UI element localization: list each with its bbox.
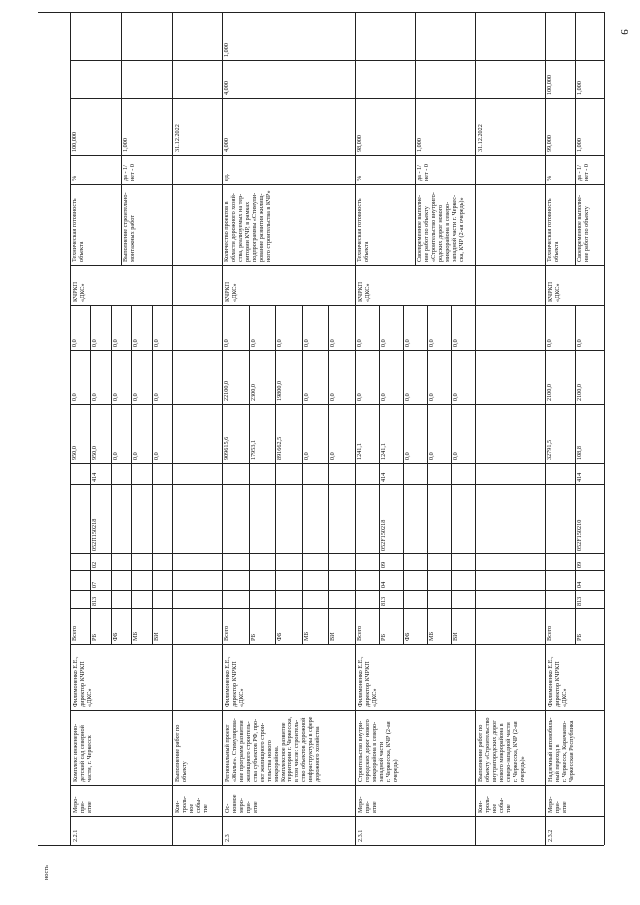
funding-source: ФБ <box>276 632 284 641</box>
column-rule <box>70 644 604 645</box>
indicator-value: 4,000 <box>223 138 230 152</box>
indicator-unit: ед. <box>223 173 230 181</box>
funding-value-2021: 1241,1 <box>380 442 387 460</box>
funding-value-2021: 950,0 <box>71 446 78 460</box>
funding-value-2023: 0,0 <box>91 339 99 347</box>
budget-code: 052F150218 <box>380 519 387 551</box>
row-type: Меро- при- ятие <box>357 796 378 813</box>
indicator-unit: % <box>546 175 553 181</box>
funding-source: Всего <box>356 625 363 641</box>
column-rule <box>70 608 604 609</box>
funding-rule <box>152 305 153 644</box>
row-id: 2.3 <box>224 834 231 842</box>
funding-rule <box>302 305 303 644</box>
row-rule <box>222 12 223 845</box>
funding-value-2022: 0,0 <box>152 393 160 401</box>
funding-value-2021: 0,0 <box>132 452 140 460</box>
indicator-unit: да - 1/ нет - 0 <box>122 163 136 181</box>
indicator-unit: % <box>71 175 78 181</box>
row-responsible: КЧРКП «ДКС» <box>224 281 238 302</box>
indicator-value: 1,000 <box>416 138 423 152</box>
row-rule <box>172 12 173 845</box>
funding-value-2022: 0,0 <box>111 393 119 401</box>
funding-value-2023: 0,0 <box>302 339 310 347</box>
indicator-unit: % <box>356 175 363 181</box>
row-type: Кон- троль- ное собы- тие <box>477 796 512 813</box>
funding-value-2023: 0,0 <box>249 339 257 347</box>
funding-source: РБ <box>380 634 387 641</box>
indicator-value-2: 4,000 <box>223 81 230 95</box>
column-rule <box>70 12 604 13</box>
funding-rule <box>403 305 404 644</box>
row-name: Выполнение работ по объекту <box>174 724 188 782</box>
funding-value-2021: 0,0 <box>428 452 435 460</box>
funding-value-2022: 0,0 <box>302 393 310 401</box>
funding-value-2023: 0,0 <box>276 339 284 347</box>
funding-source: ФБ <box>111 632 119 641</box>
funding-value-2023: 0,0 <box>111 339 119 347</box>
funding-rule <box>249 305 250 644</box>
column-rule <box>70 184 604 185</box>
funding-value-2023: 0,0 <box>132 339 140 347</box>
indicator-value-2: 1,000 <box>575 81 583 95</box>
column-rule <box>70 785 604 786</box>
row-name: Комплекс инженерно- детский сад северной части, г. Черкесск <box>72 723 93 782</box>
row-executor: Филимоненко Е.Е., директор КЧРКП «ДКС» <box>547 656 568 707</box>
indicator-value-3: 1,000 <box>223 43 230 57</box>
funding-value-2022: 0,0 <box>356 393 363 401</box>
column-rule <box>70 463 604 464</box>
column-rule <box>70 350 604 351</box>
budget-code: 414 <box>91 472 99 482</box>
column-rule <box>70 590 604 591</box>
funding-source: МБ <box>132 631 140 641</box>
indicator-name: Своевременное выполне- ние работ по объекту <box>575 194 590 262</box>
column-rule <box>70 98 604 99</box>
budget-code: 414 <box>575 472 583 482</box>
funding-value-2023: 0,0 <box>356 339 363 347</box>
row-executor: Филимоненко Е.Е., директор КЧРКП «ДКС» <box>357 656 378 707</box>
budget-code: 04 <box>380 581 387 588</box>
funding-source: РБ <box>575 634 583 641</box>
funding-value-2021: 0,0 <box>152 452 160 460</box>
indicator-value: 100,000 <box>71 131 78 152</box>
funding-value-2022: 0,0 <box>404 393 411 401</box>
funding-value-2022: 0,0 <box>428 393 435 401</box>
funding-value-2021: 108,8 <box>575 446 583 460</box>
funding-rule <box>427 305 428 644</box>
funding-value-2021: 0,0 <box>302 452 310 460</box>
funding-value-2023: 0,0 <box>71 339 78 347</box>
column-rule <box>70 60 604 61</box>
funding-value-2021: 891662,5 <box>276 436 284 460</box>
control-date: 31.12.2022 <box>477 124 484 152</box>
funding-value-2023: 0,0 <box>452 339 459 347</box>
row-executor: Филимоненко Е.Е., директор КЧРКП «ДКС» <box>72 656 93 707</box>
budget-code: 02 <box>91 561 99 568</box>
funding-value-2022: 0,0 <box>329 393 337 401</box>
indicator-name: Техническая готовность объекта <box>356 198 370 262</box>
column-rule <box>70 570 604 571</box>
row-id: 2.3.1 <box>357 829 364 842</box>
funding-source: ФБ <box>404 632 411 641</box>
funding-source: РБ <box>91 634 99 641</box>
funding-value-2023: 0,0 <box>329 339 337 347</box>
budget-code: 813 <box>91 596 99 606</box>
funding-source: Всего <box>71 625 78 641</box>
row-name: Строительство внутри- городских дорог нового микрорайона в северо- западной части г. Черкесска, КЧР (2-ая очередь) <box>357 719 399 782</box>
column-rule <box>70 816 604 817</box>
budget-code: 052П150218 <box>91 518 99 551</box>
budget-code: 07 <box>91 581 99 588</box>
funding-value-2021: 1241,1 <box>356 442 363 460</box>
funding-source: РБ <box>249 634 257 641</box>
funding-value-2022: 0,0 <box>380 393 387 401</box>
row-type: Кон- троль- ное собы- тие <box>174 796 209 813</box>
column-rule <box>70 265 604 266</box>
row-responsible: КЧРКП «ДКС» <box>72 281 86 302</box>
indicator-name: Техническая готовность объекта <box>71 198 85 262</box>
funding-value-2023: 0,0 <box>223 339 230 347</box>
indicator-value-2: 100,000 <box>546 74 553 95</box>
column-rule <box>70 553 604 554</box>
column-rule <box>70 404 604 405</box>
funding-source: Всего <box>223 625 230 641</box>
funding-value-2021: 32791,5 <box>546 439 553 460</box>
row-name: Выполнение работ по объекту «Строительство внутригородских дорог нового микрорайона в северо-западной части г. Черкесска, КЧР (2-ая очередь)» <box>477 717 526 782</box>
indicator-value: 1,000 <box>122 138 129 152</box>
header-fragment: ность <box>43 865 50 880</box>
funding-rule <box>111 305 112 644</box>
funding-value-2022: 0,0 <box>71 393 78 401</box>
budget-code: 09 <box>380 561 387 568</box>
row-rule <box>475 12 476 845</box>
row-type: Ос- новное меро- при- ятие <box>224 794 259 813</box>
budget-code: 04 <box>575 581 583 588</box>
indicator-name: Своевременное выполне- ние работ по объекту «Строительство внутриго- родских дорог нового микрорайона в северо- западной части г. Черкес- ска, КЧР (2-ая очередь)» <box>416 192 465 262</box>
row-executor: Филимоненко Е.Е., директор КЧРКП «ДКС» <box>224 656 245 707</box>
row-responsible: КЧРКП «ДКС» <box>357 281 371 302</box>
row-type: Меро- при- ятие <box>547 796 568 813</box>
funding-source: Всего <box>546 625 553 641</box>
funding-value-2022: 2100,0 <box>546 383 553 401</box>
funding-source: ВИ <box>329 632 337 641</box>
indicator-value: 1,000 <box>575 138 583 152</box>
table-border <box>38 845 604 846</box>
indicator-name: Выполнение строительно- монтажных работ <box>122 192 136 262</box>
funding-value-2021: 0,0 <box>111 452 119 460</box>
budget-code: 09 <box>575 561 583 568</box>
funding-value-2023: 0,0 <box>575 339 583 347</box>
row-id: 2.2.1 <box>72 829 79 842</box>
budget-code: 414 <box>380 472 387 482</box>
funding-value-2023: 0,0 <box>404 339 411 347</box>
row-responsible: КЧРКП «ДКС» <box>547 281 561 302</box>
row-type: Меро- при- ятие <box>72 796 93 813</box>
funding-value-2021: 0,0 <box>404 452 411 460</box>
funding-source: МБ <box>428 631 435 641</box>
row-name: Региональный проект «Жилье». Стимулирова- ние программ развития жилищного строитель- ства субъектов РФ, про- ект жилищного строи- тельства нового микрорайона. Комплексное развитие территории г. Черкесска, в том числе: строитель- ство объектов дорожной инфраструктуры в сфере дорожного хозяйства <box>224 716 322 782</box>
budget-code: 813 <box>380 596 387 606</box>
funding-value-2022: 2300,0 <box>249 383 257 401</box>
funding-value-2022: 0,0 <box>132 393 140 401</box>
funding-rule <box>451 305 452 644</box>
funding-value-2023: 0,0 <box>546 339 553 347</box>
funding-value-2021: 0,0 <box>329 452 337 460</box>
indicator-value: 99,000 <box>546 134 553 152</box>
row-id: 2.3.2 <box>547 829 554 842</box>
funding-value-2022: 19800,0 <box>276 380 284 401</box>
column-rule <box>70 484 604 485</box>
indicator-value: 98,000 <box>356 134 363 152</box>
indicator-unit: да - 1/ нет - 0 <box>575 163 590 181</box>
funding-value-2021: 950,0 <box>91 446 99 460</box>
budget-code: 813 <box>575 596 583 606</box>
column-rule <box>70 155 604 156</box>
funding-value-2021: 17953,1 <box>249 439 257 460</box>
indicator-name: Количество проектов в области дорожного хозяй- ства, реализуемых на тер- ритории КЧР, в рамках подпрограммы «Стимули- рование развития жилищ- ного строительства в КЧР» <box>223 190 272 262</box>
funding-source: ВИ <box>452 632 459 641</box>
funding-value-2022: 0,0 <box>452 393 459 401</box>
control-date: 31.12.2022 <box>174 124 181 152</box>
page-number: 9 <box>617 29 630 35</box>
funding-value-2023: 0,0 <box>380 339 387 347</box>
funding-value-2022: 2100,0 <box>575 383 583 401</box>
funding-source: ВИ <box>152 632 160 641</box>
funding-value-2021: 0,0 <box>452 452 459 460</box>
row-name: Надземный автомобиль- ный переход в г. Черкесск, Карачаево- Черкесская Республика <box>547 717 575 782</box>
column-rule <box>70 305 604 306</box>
table-border <box>604 12 605 845</box>
funding-source: МБ <box>302 631 310 641</box>
budget-code: 052F150210 <box>575 519 583 551</box>
funding-value-2022: 0,0 <box>91 393 99 401</box>
funding-value-2021: 909615,6 <box>223 436 230 460</box>
funding-value-2022: 22100,0 <box>223 380 230 401</box>
funding-value-2023: 0,0 <box>152 339 160 347</box>
indicator-unit: да - 1/ нет - 0 <box>416 163 430 181</box>
indicator-name: Техническая готовность объекта <box>546 198 560 262</box>
funding-value-2023: 0,0 <box>428 339 435 347</box>
